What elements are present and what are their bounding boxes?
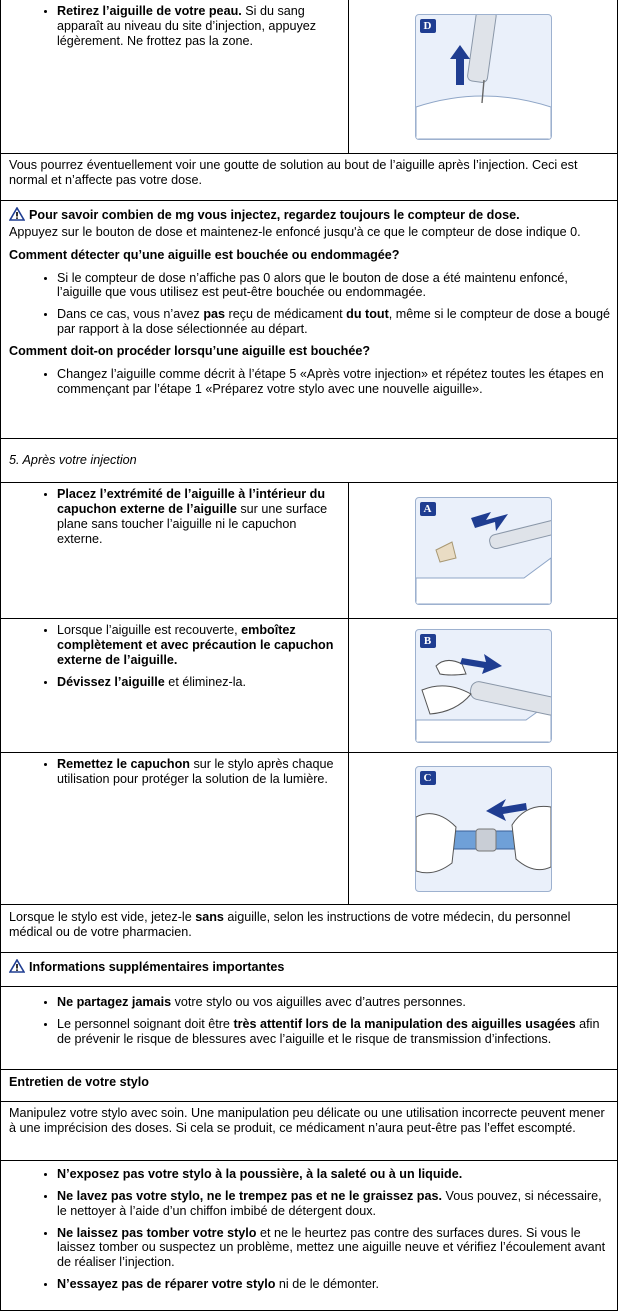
illustration-recap-needle xyxy=(415,497,552,605)
extra-info-title: Informations supplémentaires importantes xyxy=(1,953,617,987)
care-text: Manipulez votre stylo avec soin. Une manipulation peu délicate ou une utilisation incorrecte peuvent mener à une imprécision des doses. Si cela se produit, ce médicament n’aura peut-être pas l’effet escompté. xyxy=(1,1102,617,1161)
list-item: • Lorsque l’aiguille est recouverte, emboîtez complètement et avec précaution le capuchon externe de l’aiguille. xyxy=(57,623,342,668)
figure-label: B xyxy=(420,634,436,648)
warning-icon xyxy=(9,959,25,977)
list-item: • Remettez le capuchon sur le stylo après chaque utilisation pour protéger la solution de la lumière. xyxy=(57,757,342,787)
step-d-row xyxy=(1,0,617,154)
step-d-figure xyxy=(349,0,617,153)
step-a-row xyxy=(1,483,617,619)
step-b-text xyxy=(1,619,349,752)
figure-label: C xyxy=(420,771,436,785)
step-a-figure xyxy=(349,483,617,618)
empty-pen-note: Lorsque le stylo est vide, jetez-le sans aiguille, selon les instructions de votre médecin, du personnel médical ou de votre pharmacien. xyxy=(1,905,617,953)
list-item: • Ne lavez pas votre stylo, ne le trempez pas et ne le graissez pas. Vous pouvez, si nécessaire, le nettoyer à l’aide d’un chiffon imbibé de détergent doux. xyxy=(57,1189,611,1219)
drop-note: Vous pourrez éventuellement voir une goutte de solution au bout de l’aiguille après l’injection. Ceci est normal et n’affecte pas votre dose. xyxy=(1,154,617,201)
question-clogged-needle: Comment détecter qu’une aiguille est bouchée ou endommagée? xyxy=(9,247,400,262)
list-item: • Dans ce cas, vous n’avez pas reçu de médicament du tout, même si le compteur de dose a bougé par rapport à la dose sélectionnée au départ. xyxy=(57,307,611,337)
list-item: • Ne partagez jamais votre stylo ou vos aiguilles avec d’autres personnes. xyxy=(57,995,611,1010)
step-c-text xyxy=(1,753,349,904)
step-a-text xyxy=(1,483,349,618)
step-b-row xyxy=(1,619,617,753)
list-item: • Le personnel soignant doit être très attentif lors de la manipulation des aiguilles usagées afin de prévenir le risque de blessures avec l’aiguille et le risque de transmission d’infections. xyxy=(57,1017,611,1047)
list-item: • N’exposez pas votre stylo à la poussière, à la saleté ou à un liquide. xyxy=(57,1167,611,1182)
figure-label: A xyxy=(420,502,436,516)
step-b-figure xyxy=(349,619,617,752)
illustration-remove-needle xyxy=(415,14,552,140)
list-item: • Dévissez l’aiguille et éliminez-la. xyxy=(57,675,342,690)
list-item: • Placez l’extrémité de l’aiguille à l’intérieur du capuchon externe de l’aiguille sur une surface plane sans toucher l’aiguille ni le capuchon externe. xyxy=(57,487,342,546)
step-c-figure xyxy=(349,753,617,904)
illustration-recap-pen xyxy=(415,766,552,892)
step-d-text xyxy=(1,0,349,153)
question-what-to-do: Comment doit-on procéder lorsqu’une aiguille est bouchée? xyxy=(9,344,371,359)
care-title: Entretien de votre stylo xyxy=(1,1070,617,1102)
step-c-row xyxy=(1,753,617,905)
dose-check-block: Pour savoir combien de mg vous injectez, regardez toujours le compteur de dose. Appuyez sur le bouton de dose et maintenez-le enfoncé jusqu'à ce que le compteur de dose indique 0. Comment détecter qu’une aiguille est bouchée ou endommagée? • Si le compteur de dose n’affiche pas 0 alors que le bouton de dose a été maintenu enfoncé, l’aiguille que vous utilisez est peut-être bouchée ou endommagée. • Dans ce cas, vous n’avez pas reçu de médicament du tout, même si le compteur de dose a bougé par rapport à la dose sélectionnée au départ. Comment doit-on procéder lorsqu’une aiguille est bouchée? • Changez l’aiguille comme décrit à l’étape 5 «Après votre injection» et répétez toutes les étapes en commençant par l’étape 1 «Préparez votre stylo avec une nouvelle aiguille». xyxy=(1,201,617,439)
list-item: • Si le compteur de dose n’affiche pas 0 alors que le bouton de dose a été maintenu enfoncé, l’aiguille que vous utilisez est peut-être bouchée ou endommagée. xyxy=(57,271,611,301)
illustration-unscrew-needle xyxy=(415,629,552,743)
extra-info-list xyxy=(1,987,617,1070)
care-list xyxy=(1,1161,617,1311)
list-item: • N’essayez pas de réparer votre stylo ni de le démonter. xyxy=(57,1277,611,1292)
section-5-title: 5. Après votre injection xyxy=(1,439,617,483)
warning-icon xyxy=(9,207,25,225)
list-item: • Changez l’aiguille comme décrit à l’étape 5 «Après votre injection» et répétez toutes les étapes en commençant par l’étape 1 «Préparez votre stylo avec une nouvelle aiguille». xyxy=(57,367,611,397)
list-item: • Ne laissez pas tomber votre stylo et ne le heurtez pas contre des surfaces dures. Si vous le laissez tomber ou suspectez un problème, mettez une aiguille neuve et vérifiez l’écoulement avant de réaliser l’injection. xyxy=(57,1226,611,1271)
list-item: • Retirez l’aiguille de votre peau. Si du sang apparaît au niveau du site d’injection, appuyez légèrement. Ne frottez pas la zone. xyxy=(57,4,342,49)
figure-label: D xyxy=(420,19,436,33)
